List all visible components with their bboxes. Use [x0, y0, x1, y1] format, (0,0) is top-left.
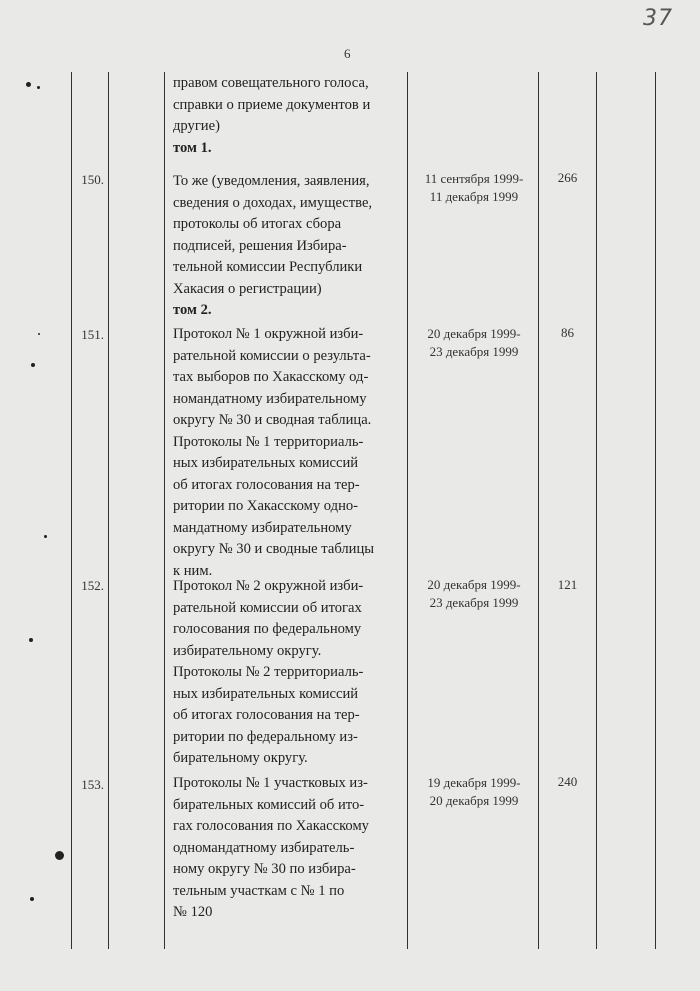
column-rule [108, 72, 109, 949]
record-dates: 11 сентября 1999- 11 декабря 1999 [424, 171, 524, 204]
scan-speck [37, 86, 40, 89]
column-rule [71, 72, 72, 949]
volume-label: том 2. [173, 302, 212, 318]
scan-speck [38, 333, 40, 335]
record-sheet-count: 86 [561, 325, 574, 340]
record-description: То же (уведомления, заявления, сведения о доходах, имуществе, протоколы об итогах сбора подписей, решения Избира- тельной комиссии Республики Хакасия о регистрации) том 2. [173, 171, 401, 322]
column-rule [407, 72, 408, 949]
scan-speck [44, 535, 47, 538]
scan-speck [55, 851, 64, 860]
record-dates: 20 декабря 1999- 23 декабря 1999 [427, 326, 521, 359]
scan-speck [30, 897, 34, 901]
record-sheet-count: 121 [557, 577, 578, 592]
column-rule [164, 72, 165, 949]
record-dates: 19 декабря 1999- 20 декабря 1999 [427, 775, 521, 808]
record-description: правом совещательного голоса, справки о приеме документов и другие) том 1. [173, 73, 401, 159]
record-sheet-count: 266 [557, 170, 578, 185]
scan-speck [26, 82, 31, 87]
record-number: 150. [81, 172, 104, 187]
archive-sheet-number: 37 [643, 6, 673, 31]
record-number: 151. [81, 327, 104, 342]
column-rule [596, 72, 597, 949]
record-description: Протокол № 2 окружной изби- рательной комиссии об итогах голосования по федеральному избирательному округу. Протоколы № 2 территориаль- ных избирательных комиссий об итогах голосования на тер- ритории по федеральному из- бирательному округу. [173, 578, 364, 766]
page-number: 6 [344, 46, 351, 61]
record-description: Протокол № 1 окружной изби- рательной комиссии о результа- тах выборов по Хакасскому од- номандатному избирательному округу № 30 и сводная таблица. Протоколы № 1 территориаль- ных избирательных комиссий об итогах голосования на тер- ритории по Хакасскому одно- мандатному избирательному округу № 30 и сводные таблицы к ним. [173, 326, 375, 579]
record-number: 153. [81, 777, 104, 792]
record-description: Протоколы № 1 участковых из- бирательных комиссий об ито- гах голосования по Хакасскому одномандатному избиратель- ному округу № 30 по избира- тельным участкам с № 1 по № 120 [173, 775, 369, 920]
volume-label: том 1. [173, 139, 212, 156]
scan-speck [31, 363, 35, 367]
column-rule [538, 72, 539, 949]
column-rule [655, 72, 656, 949]
record-dates: 20 декабря 1999- 23 декабря 1999 [427, 577, 521, 610]
scan-speck [29, 638, 33, 642]
record-number: 152. [81, 578, 104, 593]
record-sheet-count: 240 [557, 774, 578, 789]
